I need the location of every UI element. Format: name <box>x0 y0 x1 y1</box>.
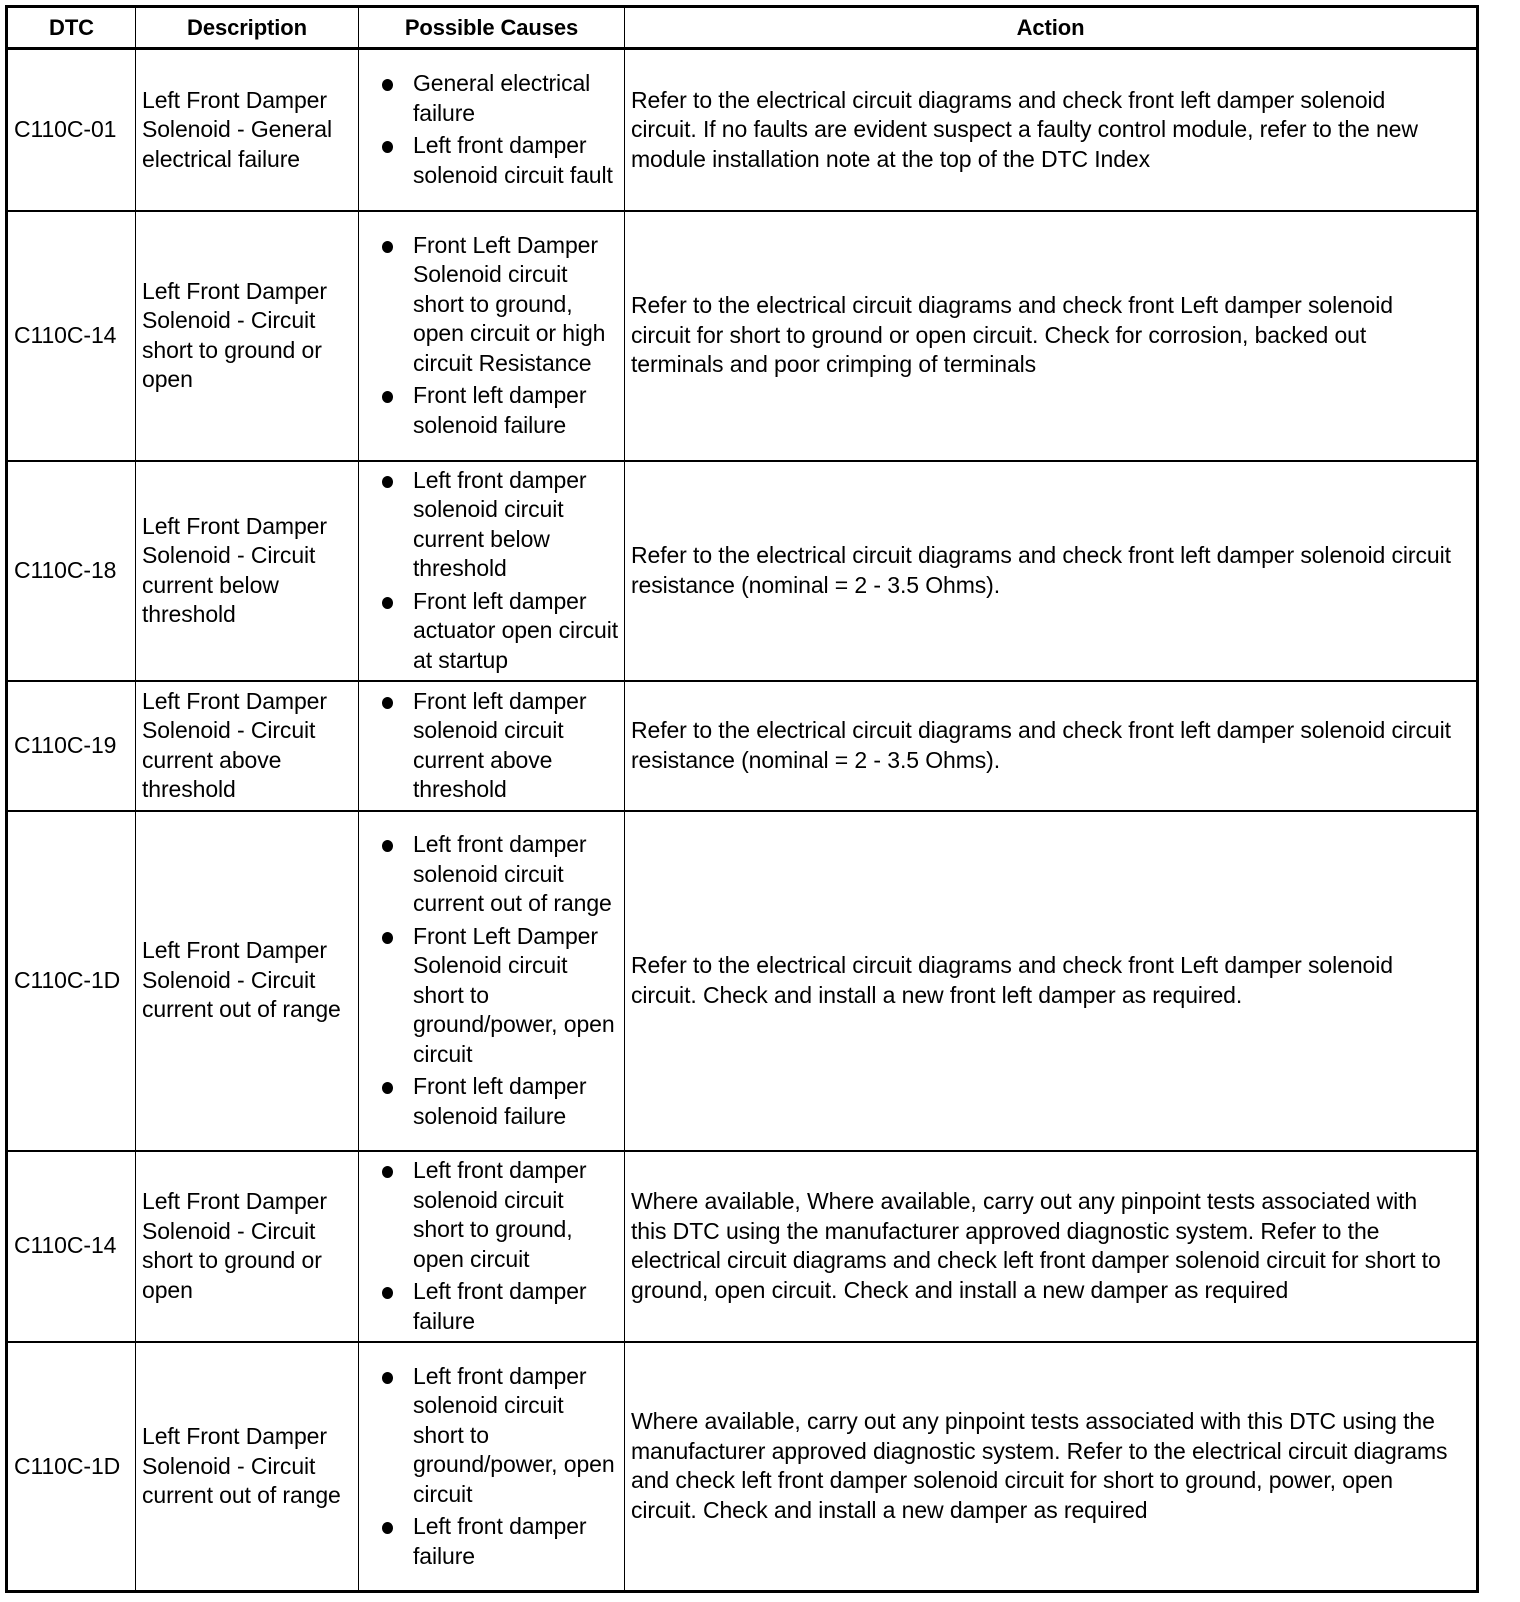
cause-item <box>359 69 618 128</box>
bullet-icon <box>382 1287 393 1299</box>
table-row <box>7 461 1478 681</box>
dtc-action: Refer to the electrical circuit diagrams and check front left damper solenoid circuit. If no faults are evident suspect a faulty control module, refer to the new module installation note at the top of the DTC Index <box>625 49 1478 211</box>
table-row <box>7 1342 1478 1592</box>
bullet-icon <box>382 840 393 852</box>
causes-list <box>359 231 618 441</box>
cause-text: Left front damper solenoid circuit current below threshold <box>413 466 587 582</box>
cause-item <box>359 1277 618 1336</box>
dtc-action: Refer to the electrical circuit diagrams and check front left damper solenoid circuit resistance (nominal = 2 - 3.5 Ohms). <box>625 681 1478 811</box>
dtc-description: Left Front Damper Solenoid - Circuit current above threshold <box>136 681 359 811</box>
table-row <box>7 211 1478 461</box>
possible-causes <box>359 49 625 211</box>
dtc-description: Left Front Damper Solenoid - Circuit current below threshold <box>136 461 359 681</box>
table-row <box>7 811 1478 1151</box>
cause-text: Left front damper failure <box>413 1513 587 1569</box>
cause-item <box>359 587 618 676</box>
header-dtc: DTC <box>7 7 136 49</box>
possible-causes <box>359 1342 625 1592</box>
possible-causes <box>359 211 625 461</box>
table-row <box>7 1151 1478 1342</box>
dtc-action: Refer to the electrical circuit diagrams and check front Left damper solenoid circuit. Check and install a new front left damper as required. <box>625 811 1478 1151</box>
causes-list <box>359 687 618 805</box>
bullet-icon <box>382 597 393 609</box>
bullet-icon <box>382 241 393 253</box>
header-possible-causes: Possible Causes <box>359 7 625 49</box>
header-row <box>7 7 1478 49</box>
cause-text: General electrical failure <box>413 70 591 126</box>
bullet-icon <box>382 141 393 153</box>
bullet-icon <box>382 697 393 709</box>
dtc-table <box>5 5 1479 1593</box>
causes-list <box>359 466 618 676</box>
bullet-icon <box>382 391 393 403</box>
cause-text: Front left damper solenoid circuit current above threshold <box>413 687 587 802</box>
cause-text: Front left damper solenoid failure <box>413 382 587 438</box>
table-row <box>7 681 1478 811</box>
cause-item <box>359 466 618 584</box>
cause-item <box>359 687 618 805</box>
cause-item <box>359 1362 618 1510</box>
cause-item <box>359 1512 618 1571</box>
cause-item <box>359 830 618 919</box>
dtc-action: Where available, carry out any pinpoint tests associated with this DTC using the manufacturer approved diagnostic system. Refer to the electrical circuit diagrams and check left front damper solenoid circuit for short to ground, power, open circuit. Check and install a new damper as required <box>625 1342 1478 1592</box>
cause-text: Front left damper solenoid failure <box>413 1073 587 1129</box>
dtc-code: C110C-1D <box>7 1342 136 1592</box>
possible-causes <box>359 461 625 681</box>
cause-item <box>359 1072 618 1131</box>
dtc-action: Refer to the electrical circuit diagrams and check front Left damper solenoid circuit for short to ground or open circuit. Check for corrosion, backed out terminals and poor crimping of terminals <box>625 211 1478 461</box>
possible-causes <box>359 1151 625 1342</box>
cause-text: Left front damper failure <box>413 1278 587 1334</box>
causes-list <box>359 69 618 190</box>
cause-text: Left front damper solenoid circuit current out of range <box>413 831 612 916</box>
dtc-description: Left Front Damper Solenoid - Circuit current out of range <box>136 1342 359 1592</box>
dtc-code: C110C-19 <box>7 681 136 811</box>
bullet-icon <box>382 1522 393 1534</box>
bullet-icon <box>382 1082 393 1094</box>
dtc-description: Left Front Damper Solenoid - Circuit short to ground or open <box>136 211 359 461</box>
dtc-description: Left Front Damper Solenoid - Circuit current out of range <box>136 811 359 1151</box>
table-header <box>7 7 1478 49</box>
cause-item <box>359 1156 618 1274</box>
cause-text: Left front damper solenoid circuit short to ground, open circuit <box>413 1157 587 1272</box>
dtc-code: C110C-14 <box>7 1151 136 1342</box>
cause-text: Front left damper actuator open circuit at startup <box>413 587 619 673</box>
cause-text: Front Left Damper Solenoid circuit short to ground/power, open circuit <box>413 922 615 1067</box>
cause-text: Left front damper solenoid circuit fault <box>413 132 613 188</box>
possible-causes <box>359 811 625 1151</box>
header-action: Action <box>625 7 1478 49</box>
cause-item <box>359 381 618 440</box>
causes-list <box>359 830 618 1131</box>
bullet-icon <box>382 1166 393 1178</box>
dtc-action: Refer to the electrical circuit diagrams and check front left damper solenoid circuit resistance (nominal = 2 - 3.5 Ohms). <box>625 461 1478 681</box>
cause-item <box>359 131 618 190</box>
table-body <box>7 49 1478 1592</box>
causes-list <box>359 1156 618 1336</box>
cause-item <box>359 231 618 379</box>
cause-text: Front Left Damper Solenoid circuit short to ground, open circuit or high circuit Resistance <box>413 231 606 376</box>
dtc-code: C110C-18 <box>7 461 136 681</box>
possible-causes <box>359 681 625 811</box>
dtc-code: C110C-01 <box>7 49 136 211</box>
bullet-icon <box>382 932 393 944</box>
dtc-code: C110C-14 <box>7 211 136 461</box>
table-row <box>7 49 1478 211</box>
header-description: Description <box>136 7 359 49</box>
cause-text: Left front damper solenoid circuit short to ground/power, open circuit <box>413 1362 615 1507</box>
cause-item <box>359 922 618 1070</box>
bullet-icon <box>382 79 393 91</box>
bullet-icon <box>382 1372 393 1384</box>
dtc-description: Left Front Damper Solenoid - General electrical failure <box>136 49 359 211</box>
bullet-icon <box>382 476 393 488</box>
dtc-description: Left Front Damper Solenoid - Circuit short to ground or open <box>136 1151 359 1342</box>
dtc-code: C110C-1D <box>7 811 136 1151</box>
causes-list <box>359 1362 618 1572</box>
dtc-action: Where available, Where available, carry out any pinpoint tests associated with this DTC using the manufacturer approved diagnostic system. Refer to the electrical circuit diagrams and check left front damper solenoid circuit for short to ground, open circuit. Check and install a new damper as required <box>625 1151 1478 1342</box>
